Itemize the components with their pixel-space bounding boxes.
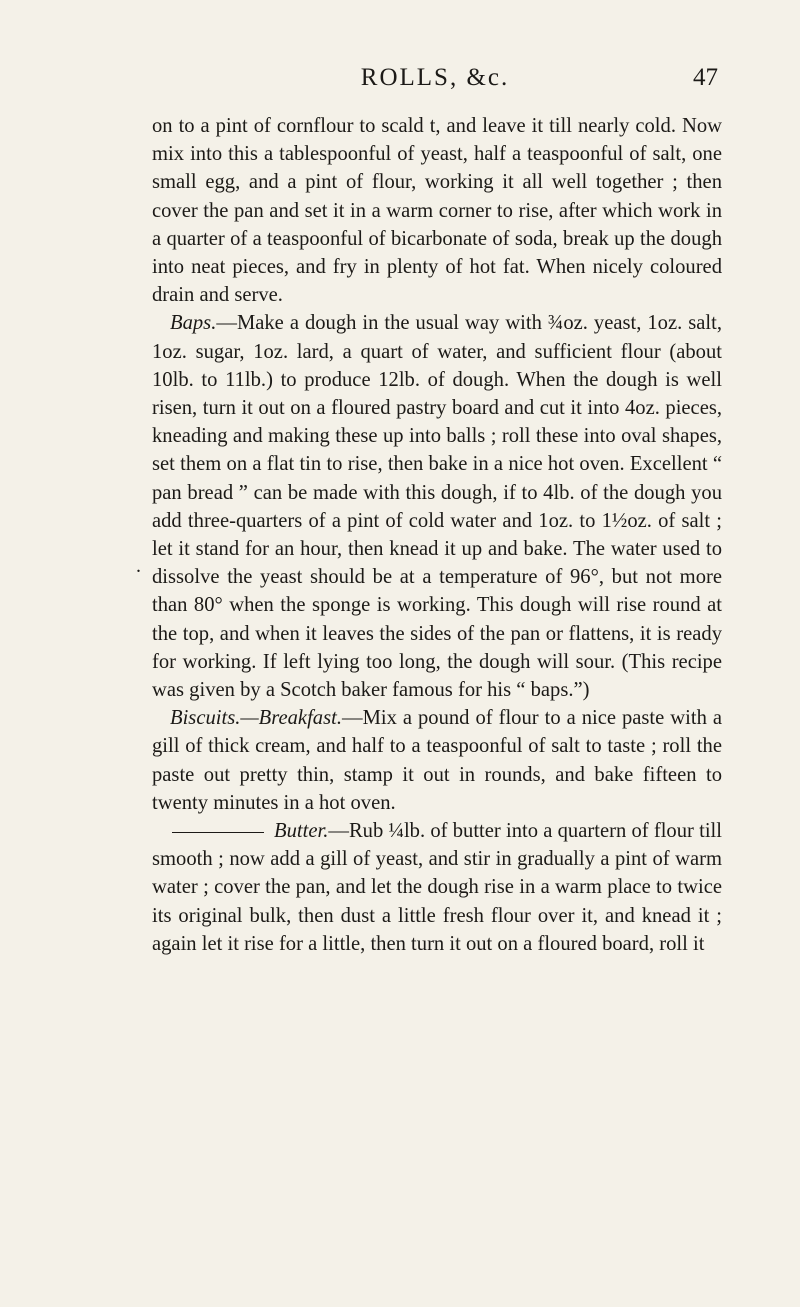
run-in-heading: Baps. bbox=[170, 312, 217, 335]
stray-mark: . bbox=[136, 555, 141, 577]
paragraph-text: —Rub ¼lb. of butter into a quartern of flour till smooth ; now add a gill of yeast, and stir in gradually a pint of warm water ; cover the pan, and let the dough rise in a warm place to twice its original bulk, then dust a little fresh flour over it, and knead it ; again let it rise for a little, then turn it out on a floured board, roll it bbox=[152, 820, 722, 955]
page-title: ROLLS, &c. bbox=[360, 64, 510, 91]
paragraph-text: —Mix a pound of flour to a nice paste with a gill of thick cream, and half to a teaspoonful of salt to taste ; roll the paste out pretty thin, stamp it out in rounds, and bake fifteen to twenty minutes in a hot oven. bbox=[152, 707, 722, 814]
run-in-heading: Butter. bbox=[274, 820, 329, 843]
run-in-heading: Biscuits.—Breakfast. bbox=[170, 707, 342, 730]
page-number: 47 bbox=[693, 64, 718, 91]
paragraph-biscuits-butter bbox=[152, 817, 722, 958]
ditto-dash bbox=[172, 832, 264, 833]
paragraph-baps bbox=[152, 309, 722, 704]
paragraph-text: on to a pint of cornflour to scald t, and leave it till nearly cold. Now mix into this a tablespoonful of yeast, half a teaspoonful of salt, one small egg, and a pint of flour, working it all well together ; then cover the pan and set it in a warm corner to rise, after which work in a quarter of a teaspoonful of bicarbonate of soda, break up the dough into neat pieces, and fry in plenty of hot fat. When nicely coloured drain and serve. bbox=[152, 115, 722, 307]
paragraph-biscuits-breakfast bbox=[152, 704, 722, 817]
running-head bbox=[140, 64, 730, 98]
paragraph-text: —Make a dough in the usual way with ¾oz. yeast, 1oz. salt, 1oz. sugar, 1oz. lard, a quart of water, and sufficient flour (about 10lb. to 11lb.) to produce 12lb. of dough. When the dough is well risen, turn it out on a floured pastry board and cut it into 4oz. pieces, kneading and making these up into balls ; roll these into oval shapes, set them on a flat tin to rise, then bake in a nice hot oven. Excellent “ pan bread ” can be made with this dough, if to 4lb. of the dough you add three-quarters of a pint of cold water and 1oz. to 1½oz. of salt ; let it stand for an hour, then knead it up and bake. The water used to dissolve the yeast should be at a temperature of 96°, but not more than 80° when the sponge is working. This dough will rise round at the top, and when it leaves the sides of the pan or flattens, it is ready for working. If left lying too long, the dough will sour. (This recipe was given by a Scotch baker famous for his “ baps.”) bbox=[152, 312, 722, 702]
body-text bbox=[152, 112, 722, 958]
paragraph-continued bbox=[152, 112, 722, 309]
